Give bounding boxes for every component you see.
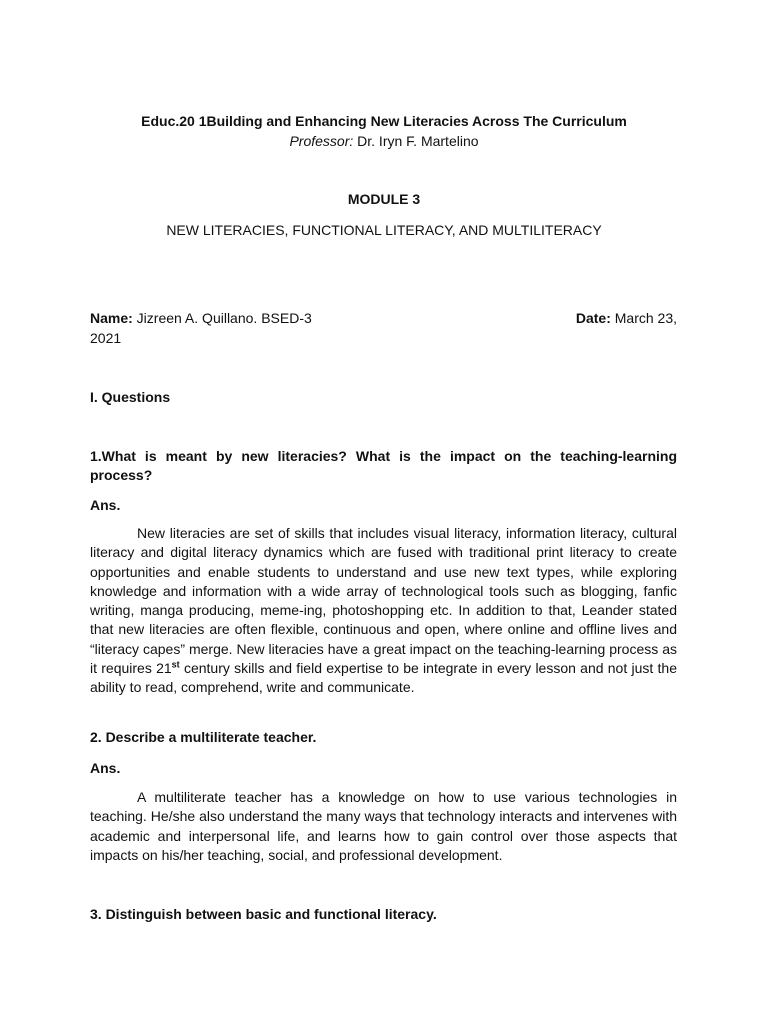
name-label: Name: — [90, 310, 133, 326]
module-subtitle: NEW LITERACIES, FUNCTIONAL LITERACY, AND MULTILITERACY — [166, 222, 602, 238]
submission-date — [576, 309, 677, 328]
question-1: 1.What is meant by new literacies? What is the impact on the teaching-learning process? — [90, 448, 677, 484]
date-label: Date: — [575, 310, 611, 326]
answer-1-text-a: New literacies are set of skills that includes visual literacy, information literacy, cultural literacy and digital literacy dynamics which are fused with traditional print literacy to create opportunities and enable students to understand and use new text types, while exploring knowledge and information with a wide array of technological tools such as blogging, fanfic writing, manga producing, meme-ing, photoshopping etc. In addition to that, Leander stated that new literacies are often flexible, continuous and open, where online and offline lives and “literacy capes” merge. New literacies have a great impact on the teaching-learning process as it requires 21 — [90, 525, 677, 677]
answer-2 — [90, 788, 677, 865]
answer-2-text: A multiliterate teacher has a knowledge on how to use various technologies in teaching. He/she also understand the many ways that technology interacts and intervenes with academic and interpersonal life, and learns how to gain control over those aspects that impacts on his/her teaching, social, and professional development. — [90, 789, 677, 863]
student-info — [90, 309, 677, 349]
answer-label-1: Ans. — [90, 497, 121, 513]
course-title: Educ.20 1Building and Enhancing New Literacies Across The Curriculum — [141, 113, 627, 129]
date-year: 2021 — [90, 330, 122, 346]
date-value: March 23, — [610, 310, 677, 326]
professor-line — [0, 132, 768, 150]
module-title: MODULE 3 — [347, 191, 421, 207]
answer-1-text-b: century skills and field expertise to be integrate in every lesson and not just the ability to read, comprehend, write and communicate. — [90, 660, 677, 696]
answer-1 — [90, 524, 677, 698]
student-name — [90, 309, 312, 328]
answer-label-2: Ans. — [90, 760, 121, 776]
question-3: 3. Distinguish between basic and functional literacy. — [90, 906, 437, 922]
section-heading: I. Questions — [90, 389, 171, 405]
name-value: Jizreen A. Quillano. BSED-3 — [132, 310, 312, 326]
professor-name: Dr. Iryn F. Martelino — [353, 133, 479, 149]
professor-label: Professor: — [289, 133, 354, 149]
question-2: 2. Describe a multiliterate teacher. — [90, 729, 317, 745]
answer-1-superscript: st — [171, 659, 180, 670]
